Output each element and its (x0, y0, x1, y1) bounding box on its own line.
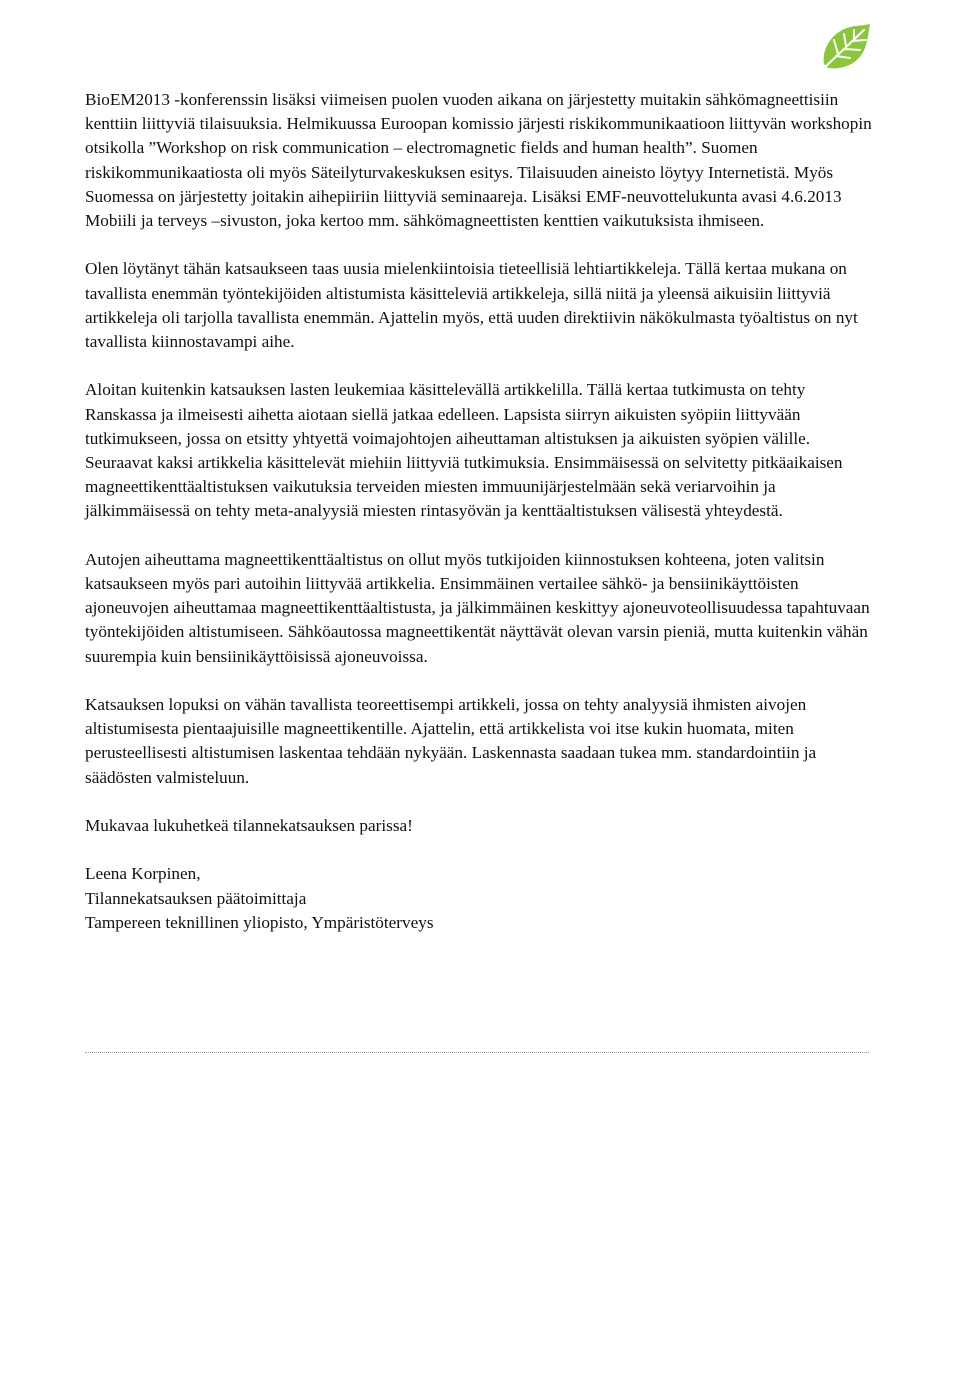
birch-leaf-icon (818, 22, 872, 72)
signature-title: Tilannekatsauksen päätoimittaja (85, 888, 307, 908)
signature-block (85, 862, 875, 935)
signature-name: Leena Korpinen, (85, 864, 201, 884)
dotted-divider (85, 1052, 869, 1053)
signature-organization: Tampereen teknillinen yliopisto, Ympäristöterveys (85, 912, 434, 932)
paragraph-cars: Autojen aiheuttama magneettikenttäaltistus on ollut myös tutkijoiden kiinnostuksen kohteena, joten valitsin katsaukseen myös pari autoihin liittyvää artikkelia. Ensimmäinen vertailee sähkö- ja bensiinikäyttöisten ajoneuvojen aiheuttamaa magneettikenttäaltistusta, ja jälkimmäinen keskittyy ajoneuvoteollisuudessa tapahtuvaan työntekijöiden altistumiseen. Sähköautossa magneettikentät näyttävät olevan varsin pieniä, mutta kuitenkin vähän suurempia kuin bensiinikäyttöisissä ajoneuvoissa. (85, 549, 870, 666)
paragraph-theory: Katsauksen lopuksi on vähän tavallista teoreettisempi artikkeli, jossa on tehty analyysiä ihmisten aivojen altistumisesta pientaajuisille magneettikentille. Ajattelin, että artikkelista voi itse kukin huomata, miten perusteellisesti altistumisen laskentaa tehdään nykyään. Laskennasta saadaan tukea mm. standardointiin ja säädösten valmisteluun. (85, 695, 817, 787)
paragraph-articles: Olen löytänyt tähän katsaukseen taas uusia mielenkiintoisia tieteellisiä lehtiartikkeleja. Tällä kertaa mukana on tavallista enemmän työntekijöiden altistumista käsitteleviä artikkeleja, sillä niitä ja yleensä aikuisiin liittyviä artikkeleja oli tarjolla tavallista enemmän. Ajattelin myös, että uuden direktiivin näkökulmasta työaltistus on nyt tavallista kiinnostavampi aihe. (85, 259, 858, 352)
paragraph-intro: BioEM2013 -konferenssin lisäksi viimeisen puolen vuoden aikana on järjestetty muitakin sähkömagneettisiin kenttiin liittyviä tilaisuuksia. Helmikuussa Euroopan komissio järjesti riskikommunikaatioon liittyvän workshopin otsikolla ”Workshop on risk communication – electromagnetic fields and human health”. Suomen riskikommunikaatiosta oli myös Säteilyturvakeskuksen esitys. Tilaisuuden aineisto löytyy Internetistä. Myös Suomessa on järjestetty joitakin aihepiiriin liittyviä seminaareja. Lisäksi EMF-neuvottelukunta avasi 4.6.2013 Mobiili ja terveys –sivuston, joka kertoo mm. sähkömagneettisten kenttien vaikutuksista ihmiseen. (85, 90, 872, 231)
letter-body (85, 88, 875, 935)
paragraph-closing: Mukavaa lukuhetkeä tilannekatsauksen parissa! (85, 816, 413, 836)
paragraph-leukemia: Aloitan kuitenkin katsauksen lasten leukemiaa käsittelevällä artikkelilla. Tällä kertaa tutkimusta on tehty Ranskassa ja ilmeisesti aihetta aiotaan siellä jatkaa edelleen. Lapsista siirryn aikuisten syöpiin liittyvään tutkimukseen, jossa on etsitty yhtyettä voimajohtojen aiheuttaman altistuksen ja aikuisten syöpien välille. Seuraavat kaksi artikkelia käsittelevät miehiin liittyviä tutkimuksia. Ensimmäisessä on selvitetty pitkäaikaisen magneettikenttäaltistuksen vaikutuksia terveiden miesten immuunijärjestelmään sekä veriarvoihin ja jälkimmäisessä on tehty meta-analyysiä miesten rintasyövän ja kenttäaltistuksen välisestä yhteydestä. (85, 380, 843, 521)
